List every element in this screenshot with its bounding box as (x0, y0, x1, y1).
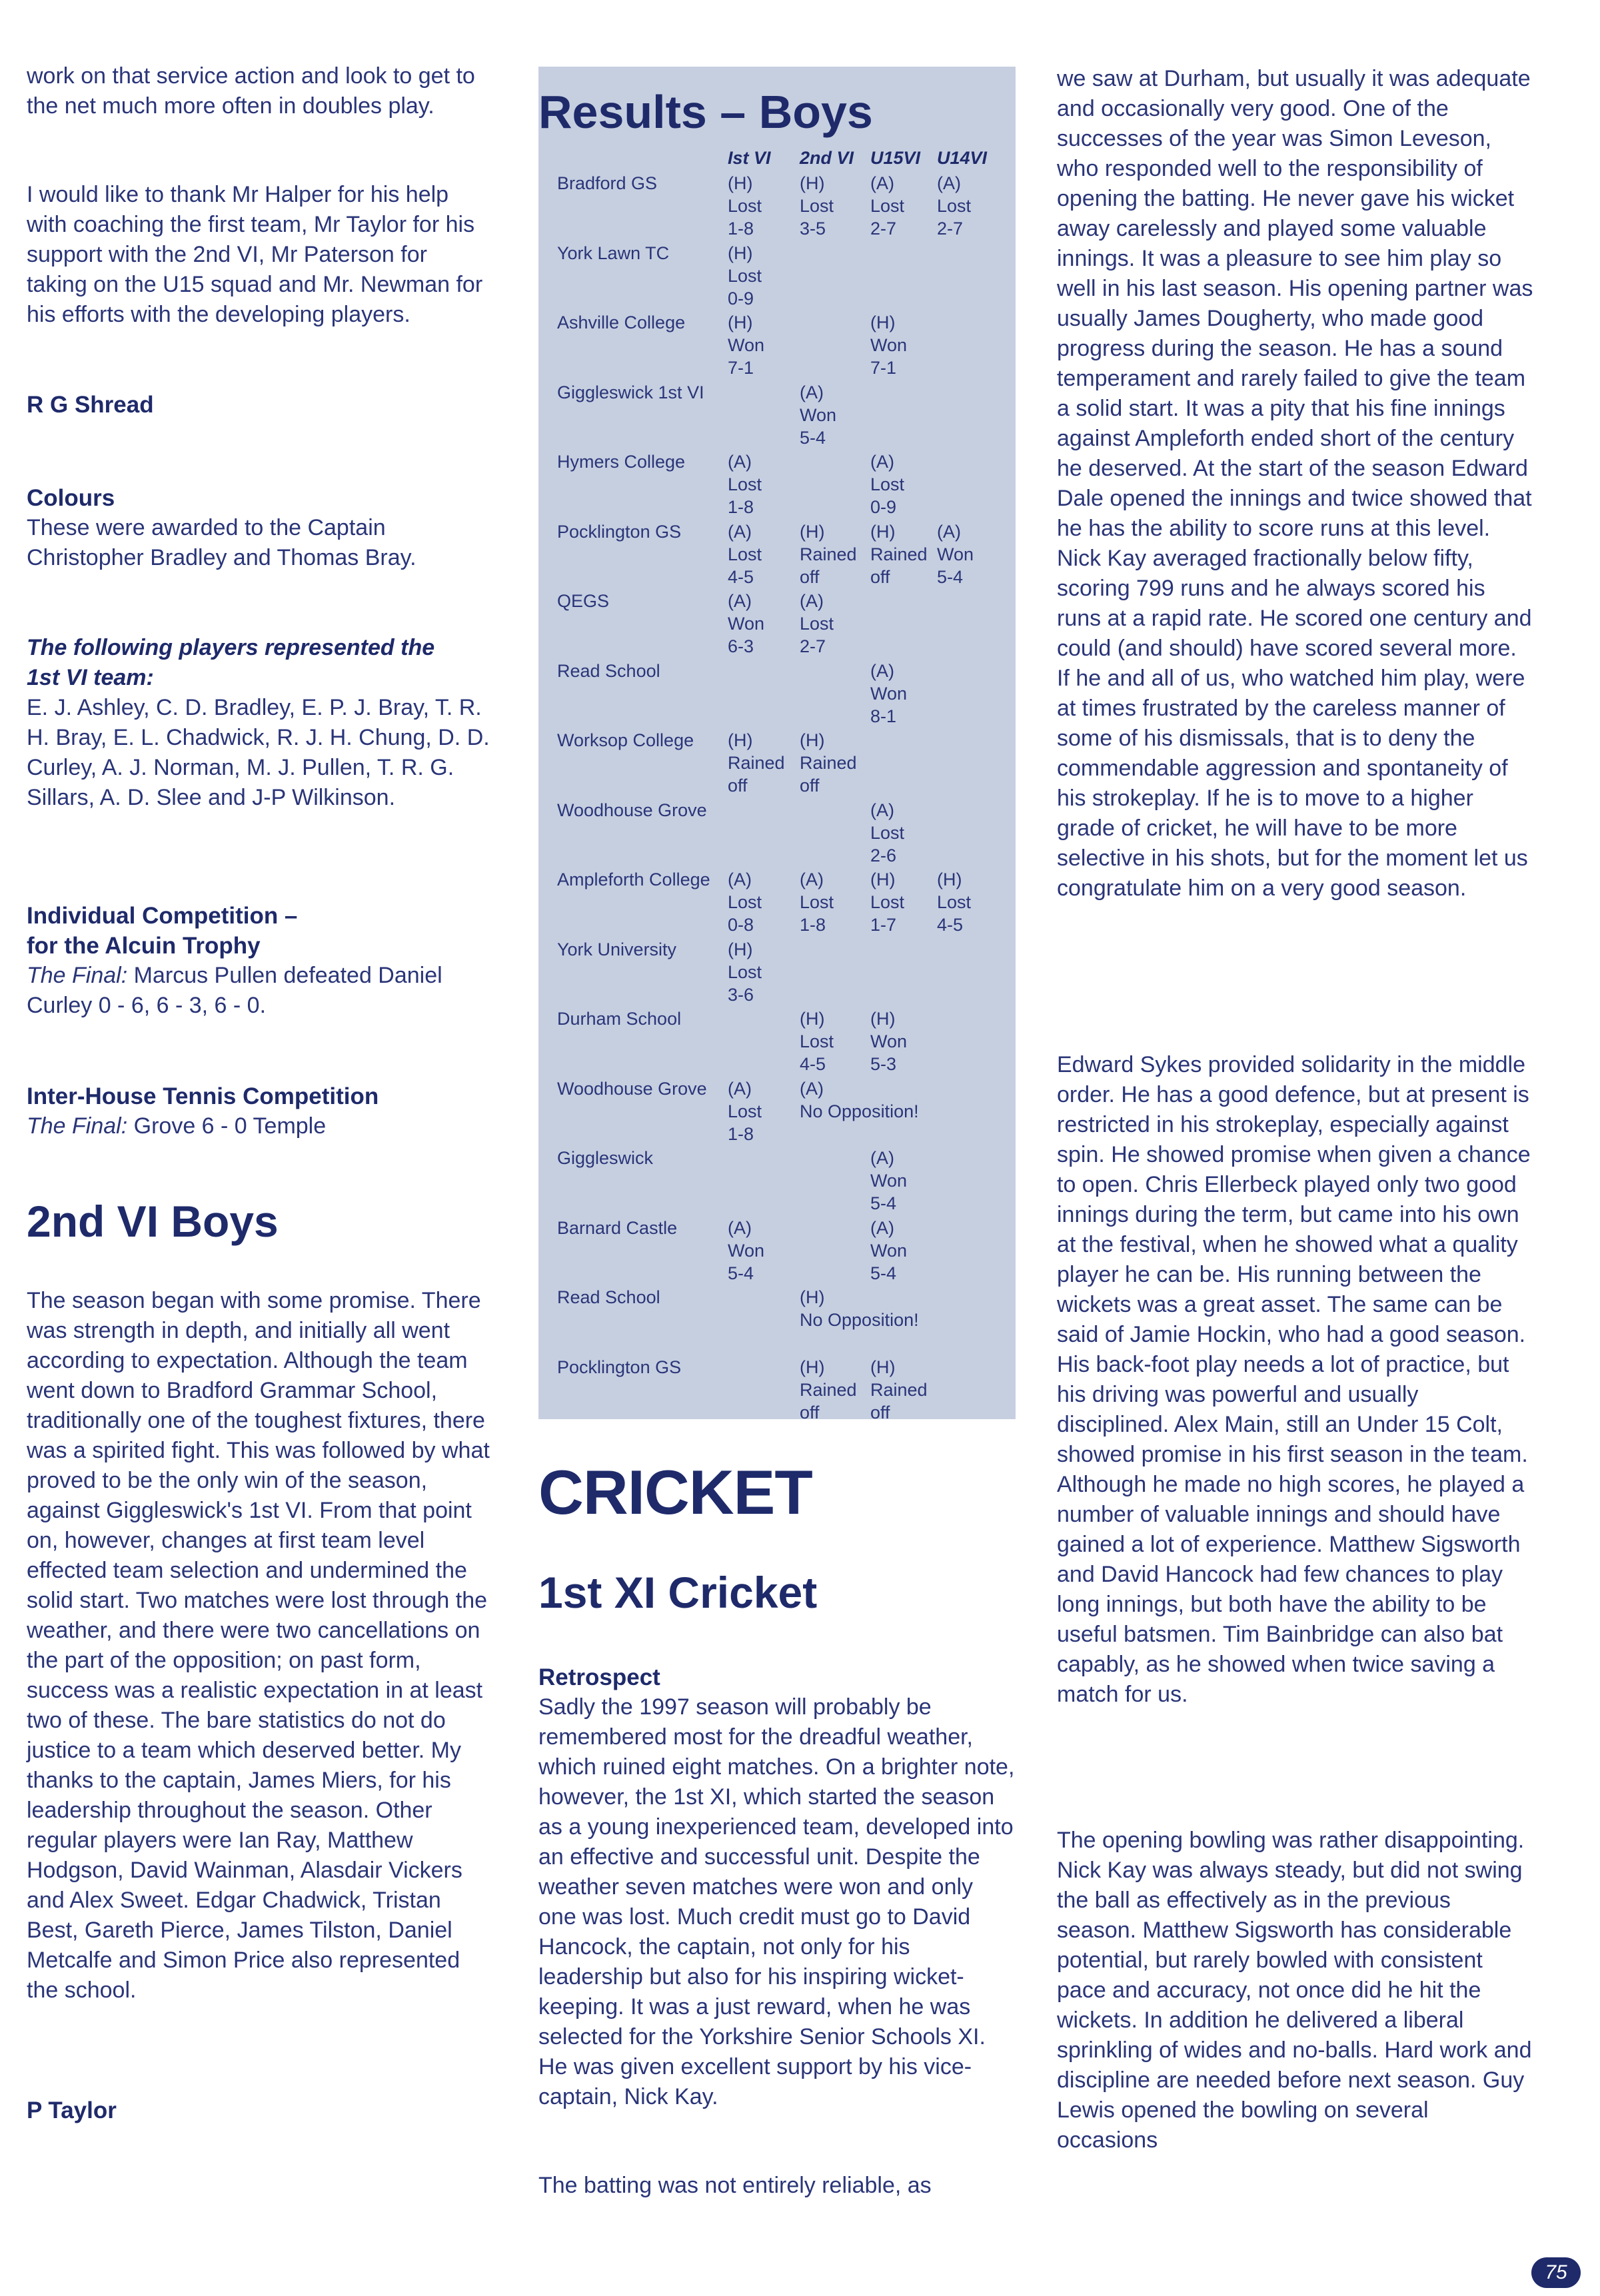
results-school: Woodhouse Grove (557, 800, 707, 820)
retrospect-paragraph: Sadly the 1997 season will probably be remembered most for the dreadful weather, which ruined eight matches. On a brighter note, however, the 1st XI, which started the season as a young inexperienced team, developed into an effective and successful unit. Despite the weather seven matches were won and only one was lost. Much credit must go to David Hancock, the captain, not only for his leadership but also for his inspiring wicket-keeping. It was a just reward, when he was selected for the Yorkshire Senior Schools XI. He was given excellent support by his vice-captain, Nick Kay. (538, 1694, 1015, 2109)
results-cell-line: Rained (728, 753, 785, 773)
results-cell-line: 0-8 (728, 915, 754, 935)
results-cell-line: off (870, 567, 890, 587)
results-cell-line: Lost (728, 1101, 762, 1121)
results-cell-line: Won (937, 544, 974, 564)
intro-paragraph: work on that service action and look to get to the net much more often in doubles play. (27, 63, 475, 119)
results-cell (728, 520, 762, 588)
results-cell-line: Won (870, 1171, 908, 1191)
results-cell-line: (H) (728, 173, 753, 193)
results-school: Ashville College (557, 312, 686, 332)
bowling-paragraph: The opening bowling was rather disappointing. Nick Kay was always steady, but did not swing the ball as effectively as in the previous season. Matthew Sigsworth has considerable potential, but rarely bowled with consistent pace and accuracy, not once did he hit the wickets. In addition he delivered a liberal sprinkling of wides and no-balls. Hard work and discipline are needed before next season. Guy Lewis opened the bowling on several occasions (1057, 1828, 1532, 2153)
results-cell-line: Lost (728, 266, 762, 286)
results-school: Read School (557, 661, 660, 681)
results-school: Woodhouse Grove (557, 1079, 707, 1099)
thanks-paragraph: I would like to thank Mr Halper for his help with coaching the first team, Mr Taylor for his support with the 2nd VI, Mr Paterson for taking on the U15 squad and Mr. Newman for his efforts with the developing players. (27, 182, 483, 327)
individual-final (27, 961, 493, 1021)
results-cell (937, 520, 974, 588)
results-cell-line: off (800, 776, 820, 796)
results-cell-line: No Opposition! (800, 1310, 919, 1330)
results-cell-line: 0-9 (728, 288, 754, 308)
results-cell-line: 4-5 (800, 1054, 826, 1074)
results-school: Giggleswick 1st VI (557, 382, 704, 402)
results-cell-line: off (800, 1403, 820, 1423)
results-cell (800, 729, 857, 797)
results-cell-line: (A) (870, 452, 894, 472)
results-cell-line: Won (728, 614, 765, 634)
results-cell (870, 1147, 907, 1215)
individual-competition-heading: Individual Competition – (27, 903, 298, 929)
results-cell-line: 4-5 (728, 567, 754, 587)
results-cell-line: Lost (800, 1031, 834, 1051)
results-cell-line: 2-7 (800, 636, 826, 656)
results-school: Durham School (557, 1009, 682, 1029)
results-cell-line: 5-3 (870, 1054, 897, 1074)
results-cell-line: Won (800, 405, 837, 425)
results-cell-line: (H) (870, 1009, 896, 1029)
results-school: Read School (557, 1287, 660, 1307)
batting-intro: The batting was not entirely reliable, as (538, 2173, 932, 2198)
signature-shread: R G Shread (27, 392, 154, 418)
results-cell-line: (H) (728, 730, 753, 750)
results-cell-line: 5-4 (937, 567, 964, 587)
results-cell-line: (A) (728, 1218, 752, 1238)
results-cell-line: (H) (800, 1357, 825, 1377)
results-cell-line: Rained (870, 544, 928, 564)
results-cell (800, 1286, 919, 1331)
results-cell-line: (H) (800, 1287, 825, 1307)
players-list: E. J. Ashley, C. D. Bradley, E. P. J. Bray, T. R. H. Bray, E. L. Chadwick, R. J. H. Chung, D. D. Curley, A. J. Norman, M. J. Pullen, T. R. G. Sillars, A. D. Slee and J-P Wilkinson. (27, 695, 490, 810)
results-cell (728, 590, 764, 658)
results-cell-line: 5-4 (870, 1263, 897, 1283)
results-cell-line: (A) (800, 869, 824, 889)
results-school: Pocklington GS (557, 1357, 682, 1377)
results-cell-line: 1-7 (870, 915, 897, 935)
results-cell-line: Lost (800, 614, 834, 634)
results-cell (870, 311, 907, 379)
final-label: The Final: (27, 963, 128, 988)
colours-heading: Colours (27, 485, 115, 511)
page-number-badge: 75 (1531, 2257, 1581, 2288)
results-cell-line: Rained (800, 544, 857, 564)
results-cell (870, 520, 928, 588)
results-cell (728, 311, 764, 379)
results-cell (870, 1356, 928, 1424)
second-vi-heading: 2nd VI Boys (27, 1197, 279, 1246)
results-cell-line: Lost (728, 474, 762, 494)
results-cell-line: (A) (870, 1148, 894, 1168)
results-cell (870, 172, 904, 240)
results-cell-line: Lost (800, 892, 834, 912)
colours-paragraph: These were awarded to the Captain Christopher Bradley and Thomas Bray. (27, 515, 416, 570)
results-cell-line: (A) (728, 452, 752, 472)
results-cell (728, 450, 762, 518)
results-cell (800, 520, 857, 588)
results-cell (800, 590, 834, 658)
results-cell-line: Won (870, 1031, 908, 1051)
results-school: Giggleswick (557, 1148, 654, 1168)
results-cell-line: (H) (728, 243, 753, 263)
results-school: York University (557, 939, 677, 959)
results-column-header: U15VI (870, 148, 921, 168)
retrospect-heading: Retrospect (538, 1664, 660, 1690)
results-school: Ampleforth College (557, 869, 710, 889)
results-cell-line: off (800, 567, 820, 587)
results-cell-line: No Opposition! (800, 1101, 919, 1121)
results-cell (800, 868, 834, 936)
results-cell-line: (A) (937, 173, 961, 193)
results-cell (800, 172, 834, 240)
results-cell-line: 2-6 (870, 846, 897, 865)
results-cell-line: Lost (937, 196, 972, 216)
middle-order-paragraph: Edward Sykes provided solidarity in the middle order. He has a good defence, but at present is restricted in his strokeplay, especially against spin. He showed promise when given a chance to open. Chris Ellerbeck played only two good innings during the term, but came into his own at the festival, when he showed what a quality player he can be. His running between the wickets was a great asset. The same can be said of Jamie Hockin, who had a good season. His back-foot play needs a lot of practice, but his driving was powerful and usually disciplined. Alex Main, still an Under 15 Colt, showed promise in his first season in the team. Although he made no high scores, he played a number of valuable innings and should have gained a lot of experience. Matthew Sigsworth and David Hancock had few chances to play long innings, but both have the ability to be useful batsmen. Tim Bainbridge can also bat capably, as he showed when twice saving a match for us. (1057, 1052, 1531, 1707)
results-school: Bradford GS (557, 173, 658, 193)
interhouse-final-label: The Final: (27, 1113, 128, 1139)
results-cell-line: (A) (728, 1079, 752, 1099)
results-cell-line: Lost (870, 892, 905, 912)
alcuin-trophy-heading: for the Alcuin Trophy (27, 933, 261, 959)
results-cell-line: 1-8 (728, 219, 754, 239)
results-cell-line: Lost (728, 962, 762, 982)
results-cell-line: (A) (870, 800, 894, 820)
results-cell (870, 660, 907, 728)
results-cell-line: (H) (870, 1357, 896, 1377)
signature-taylor: P Taylor (27, 2097, 117, 2123)
batting-paragraph: we saw at Durham, but usually it was adequate and occasionally very good. One of the successes of the year was Simon Leveson, who responded well to the responsibility of opening the batting. He never gave his wicket away carelessly and played some valuable innings. It was a pleasure to see him play so well in his last season. His opening partner was usually James Dougherty, who made good progress during the season. He has a sound temperament and rarely failed to give the team a solid start. It was a pity that his fine innings against Ampleforth ended short of the century he deserved. At the start of the season Edward Dale opened the innings and twice showed that he has the ability to score runs at this level. Nick Kay averaged fractionally below fifty, scoring 799 runs and he always scored his runs at a rapid rate. He scored one century and could (and should) have scored several more. If he and all of us, who watched him play, were at times frustrated by the careless manner of some of his dismissals, that is to deny the commendable aggression and spontaneity of his strokeplay. If he is to move to a higher grade of cricket, he will have to be more selective in his shots, but for the moment let us congratulate him on a very good season. (1057, 66, 1533, 901)
results-cell-line: off (728, 776, 748, 796)
results-column-header: 2nd VI (800, 148, 854, 168)
final-result: Marcus Pullen defeated Daniel Curley 0 - 6, 6 - 3, 6 - 0. (27, 963, 442, 1018)
first-xi-heading: 1st XI Cricket (538, 1568, 818, 1617)
results-cell-line: 6-3 (728, 636, 754, 656)
results-cell-line: (A) (800, 1079, 824, 1099)
results-school: Hymers College (557, 452, 686, 472)
results-cell-line: Rained (870, 1380, 928, 1400)
results-cell-line: (A) (800, 591, 824, 611)
results-cell (800, 381, 836, 449)
results-cell (800, 1077, 919, 1123)
results-cell-line: (H) (870, 522, 896, 542)
results-cell-line: Lost (728, 892, 762, 912)
results-cell (870, 1217, 907, 1285)
results-cell-line: (A) (937, 522, 961, 542)
results-cell-line: Lost (870, 823, 905, 843)
results-column-header: U14VI (937, 148, 988, 168)
second-vi-paragraph: The season began with some promise. There was strength in depth, and initially all went according to expectation. Although the team went down to Bradford Grammar School, traditionally one of the toughest fixtures, there was a spirited fight. This was followed by what proved to be the only win of the season, against Giggleswick's 1st VI. From that point on, however, changes at first team level effected team selection and undermined the solid start. Two matches were lost through the weather, and there were two cancellations on the part of the opposition; on past form, success was a realistic expectation in at least two of these. The bare statistics do not do justice to a team which deserved better. My thanks to the captain, James Miers, for his leadership throughout the season. Other regular players were Ian Ray, Matthew Hodgson, David Wainman, Alasdair Vickers and Alex Sweet. Edgar Chadwick, Tristan Best, Gareth Pierce, James Tilston, Daniel Metcalfe and Simon Price also represented the school. (27, 1288, 490, 2003)
results-cell (937, 172, 971, 240)
results-cell-line: (H) (800, 1009, 825, 1029)
results-cell-line: 5-4 (728, 1263, 754, 1283)
results-cell-line: 4-5 (937, 915, 964, 935)
results-cell-line: Lost (800, 196, 834, 216)
results-cell-line: (H) (800, 522, 825, 542)
results-cell-line: (H) (728, 312, 753, 332)
results-cell (870, 450, 904, 518)
results-column-header: Ist VI (728, 148, 771, 168)
results-school: Pocklington GS (557, 522, 682, 542)
results-cell-line: 7-1 (728, 358, 754, 378)
results-cell (728, 242, 762, 310)
results-cell-line: Won (728, 1241, 765, 1261)
results-cell-line: 1-8 (800, 915, 826, 935)
results-cell-line: (A) (870, 1218, 894, 1238)
results-cell-line: Lost (870, 196, 905, 216)
results-cell-line: Won (728, 335, 765, 355)
results-cell (728, 729, 785, 797)
results-cell-line: Rained (800, 1380, 857, 1400)
results-cell-line: Rained (800, 753, 857, 773)
results-cell-line: (H) (800, 730, 825, 750)
results-cell (937, 868, 971, 936)
results-cell-line: 3-6 (728, 985, 754, 1005)
results-cell-line: (A) (870, 661, 894, 681)
results-cell-line: Lost (870, 474, 905, 494)
results-cell-line: 1-8 (728, 1124, 754, 1144)
results-cell-line: (A) (728, 591, 752, 611)
results-cell-line: 5-4 (800, 428, 826, 448)
results-cell-line: (A) (800, 382, 824, 402)
results-title: Results – Boys (538, 86, 873, 138)
results-cell (800, 1007, 834, 1075)
interhouse-final-result: Grove 6 - 0 Temple (133, 1113, 327, 1139)
results-cell-line: 1-8 (728, 497, 754, 517)
results-cell-line: Lost (937, 892, 972, 912)
results-school: Barnard Castle (557, 1218, 678, 1238)
results-cell-line: 2-7 (870, 219, 897, 239)
results-cell-line: 7-1 (870, 358, 897, 378)
results-cell-line: (A) (728, 869, 752, 889)
results-cell-line: 2-7 (937, 219, 964, 239)
results-cell (800, 1356, 857, 1424)
interhouse-final (27, 1111, 326, 1141)
players-heading: The following players represented the 1st VI team: (27, 635, 435, 690)
results-cell (728, 868, 762, 936)
results-cell-line: 8-1 (870, 706, 897, 726)
results-cell (870, 868, 904, 936)
results-cell-line: (H) (937, 869, 962, 889)
results-cell-line: Lost (728, 544, 762, 564)
results-cell-line: (A) (870, 173, 894, 193)
results-cell-line: (A) (728, 522, 752, 542)
results-school: York Lawn TC (557, 243, 670, 263)
results-school: QEGS (557, 591, 610, 611)
results-cell-line: Won (870, 684, 908, 704)
results-cell-line: (H) (870, 312, 896, 332)
results-cell-line: Lost (728, 196, 762, 216)
results-cell-line: Won (870, 335, 908, 355)
results-cell-line: 5-4 (870, 1193, 897, 1213)
results-cell-line: 3-5 (800, 219, 826, 239)
results-cell-line: 0-9 (870, 497, 897, 517)
results-school: Worksop College (557, 730, 694, 750)
results-cell (728, 1217, 764, 1285)
results-cell-line: (H) (800, 173, 825, 193)
cricket-heading: CRICKET (538, 1457, 812, 1527)
results-cell-line: (H) (870, 869, 896, 889)
results-cell (728, 1077, 762, 1145)
results-cell (728, 938, 762, 1006)
interhouse-heading: Inter-House Tennis Competition (27, 1083, 379, 1109)
results-cell-line: off (870, 1403, 890, 1423)
results-cell (728, 172, 762, 240)
results-cell (870, 799, 904, 867)
results-cell-line: Won (870, 1241, 908, 1261)
results-cell-line: (H) (728, 939, 753, 959)
results-cell (870, 1007, 907, 1075)
